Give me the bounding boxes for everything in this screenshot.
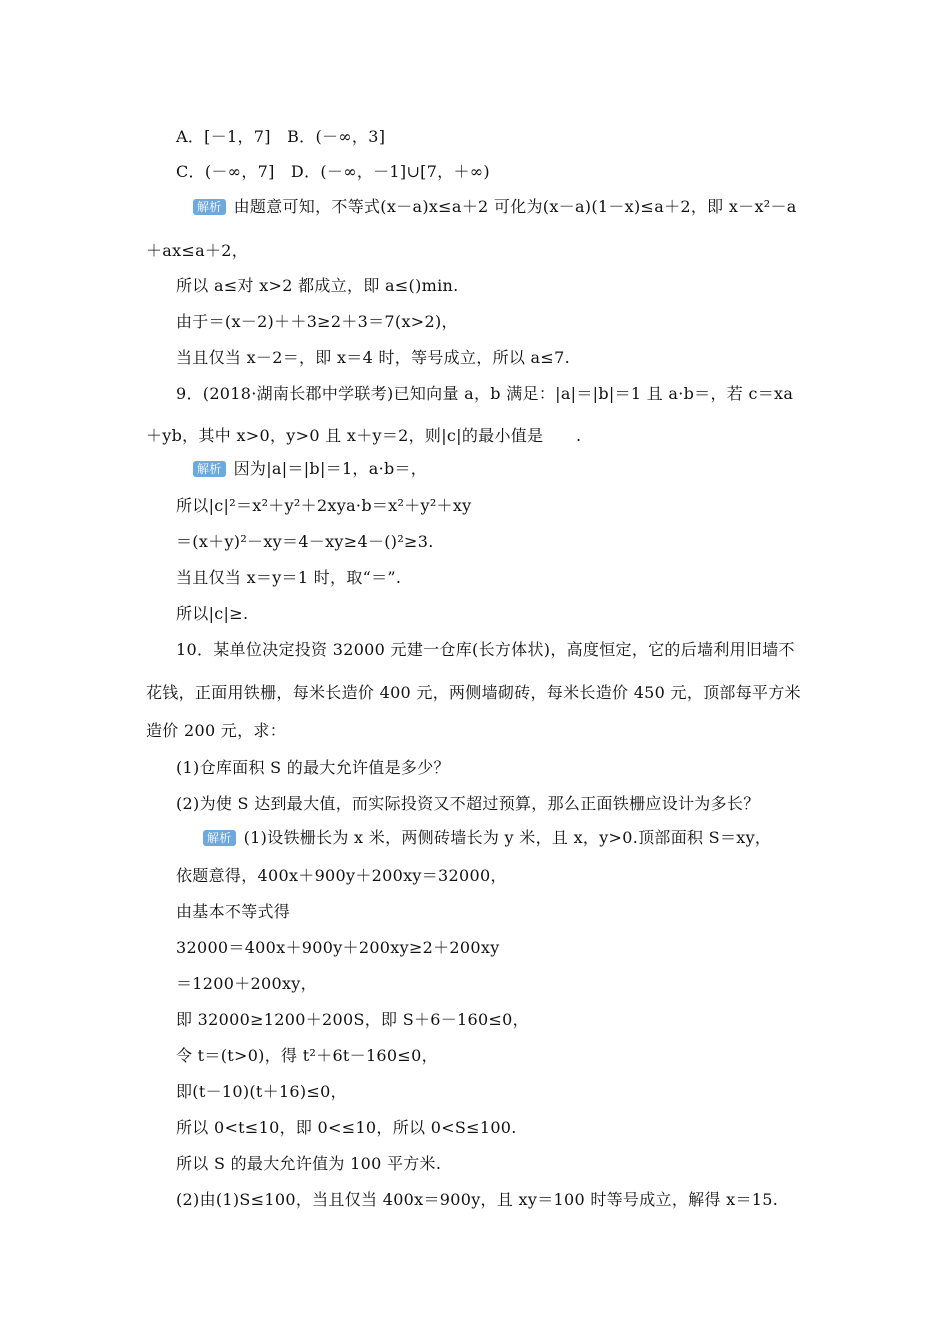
- line-29: [176, 1154, 441, 1174]
- line-23: [176, 938, 500, 958]
- line-3: [193, 197, 797, 217]
- line-7: [176, 348, 570, 368]
- options-cd: C．(－∞，7] D．(－∞，－1]∪[7，＋∞): [176, 162, 490, 181]
- text: 所以 0<t≤10，即 0<≤10，所以 0<S≤100.: [176, 1118, 517, 1137]
- line-19: [176, 794, 760, 814]
- text: (1)设铁栅长为 x 米，两侧砖墙长为 y 米，且 x，y>0.顶部面积 S＝xy，: [243, 828, 772, 847]
- text: 由基本不等式得: [176, 902, 291, 921]
- line-25: [176, 1010, 529, 1030]
- line-21: [176, 866, 507, 886]
- line-12: [176, 532, 434, 552]
- text: 由于＝(x－2)＋＋3≥2＋3＝7(x>2)，: [176, 312, 458, 331]
- line-22: [176, 902, 290, 922]
- text: 所以|c|²＝x²＋y²＋2xya·b＝x²＋y²＋xy: [176, 496, 472, 515]
- text: 当且仅当 x＝y＝1 时，取“＝”.: [176, 568, 402, 587]
- question-10: 10．某单位决定投资 32000 元建一仓库(长方体状)，高度恒定，它的后墙利用旧墙不: [176, 640, 795, 659]
- options-ab: A．[－1，7] B．(－∞，3]: [176, 127, 386, 146]
- line-16: [146, 683, 801, 703]
- solution-text-1: 由题意可知，不等式(x－a)x≤a＋2 可化为(x－a)(1－x)≤a＋2，即 x－x²－a: [233, 197, 797, 216]
- solution-badge-2: 解析: [193, 461, 226, 477]
- line-20: [203, 828, 771, 848]
- line-2: [176, 162, 490, 182]
- text: ＋yb，其中 x>0，y>0 且 x＋y＝2，则|c|的最小值是 .: [146, 426, 582, 445]
- line-8: [176, 384, 793, 404]
- line-14: [176, 604, 248, 624]
- question-9: 9．(2018·湖南长郡中学联考)已知向量 a，b 满足：|a|＝|b|＝1 且 a·b＝，若 c＝xa: [176, 384, 794, 403]
- text: 即 32000≥1200＋200S，即 S＋6－160≤0，: [176, 1010, 529, 1029]
- line-4: [146, 241, 248, 261]
- text: (2)为使 S 达到最大值，而实际投资又不超过预算，那么正面铁栅应设计为多长？: [176, 794, 760, 813]
- line-17: [146, 721, 286, 741]
- text: 即(t－10)(t＋16)≤0，: [176, 1082, 347, 1101]
- line-18: [176, 758, 450, 778]
- line-5: [176, 276, 459, 296]
- line-26: [176, 1046, 438, 1066]
- text: (1)仓库面积 S 的最大允许值是多少？: [176, 758, 450, 777]
- text: 所以 S 的最大允许值为 100 平方米.: [176, 1154, 442, 1173]
- text: ＝(x＋y)²－xy＝4－xy≥4－()²≥3.: [176, 532, 434, 551]
- line-30: [176, 1190, 778, 1210]
- text: 依题意得，400x＋900y＋200xy＝32000，: [176, 866, 507, 885]
- line-24: [176, 974, 317, 994]
- line-11: [176, 496, 472, 516]
- text: 造价 200 元，求：: [146, 721, 287, 740]
- text: 所以|c|≥.: [176, 604, 249, 623]
- text: (2)由(1)S≤100，当且仅当 400x＝900y，且 xy＝100 时等号成立，解得 x＝15.: [176, 1190, 779, 1209]
- text: 当且仅当 x－2＝，即 x＝4 时，等号成立，所以 a≤7.: [176, 348, 570, 367]
- solution-badge-1: 解析: [193, 199, 226, 215]
- text: ＋ax≤a＋2，: [146, 241, 249, 260]
- text: 令 t＝(t>0)，得 t²＋6t－160≤0，: [176, 1046, 438, 1065]
- line-28: [176, 1118, 517, 1138]
- solution-badge-3: 解析: [203, 830, 236, 846]
- line-10: [193, 459, 427, 479]
- text: 花钱，正面用铁栅，每米长造价 400 元，两侧墙砌砖，每米长造价 450 元，顶部每平方米: [146, 683, 801, 702]
- line-6: [176, 312, 458, 332]
- line-13: [176, 568, 401, 588]
- line-1: [176, 127, 385, 147]
- line-27: [176, 1082, 347, 1102]
- line-15: [176, 640, 795, 660]
- line-9: [146, 426, 581, 446]
- text: 因为|a|＝|b|＝1，a·b＝，: [233, 459, 428, 478]
- text: 所以 a≤对 x>2 都成立，即 a≤()min.: [176, 276, 459, 295]
- text: ＝1200＋200xy，: [176, 974, 317, 993]
- text: 32000＝400x＋900y＋200xy≥2＋200xy: [176, 938, 500, 957]
